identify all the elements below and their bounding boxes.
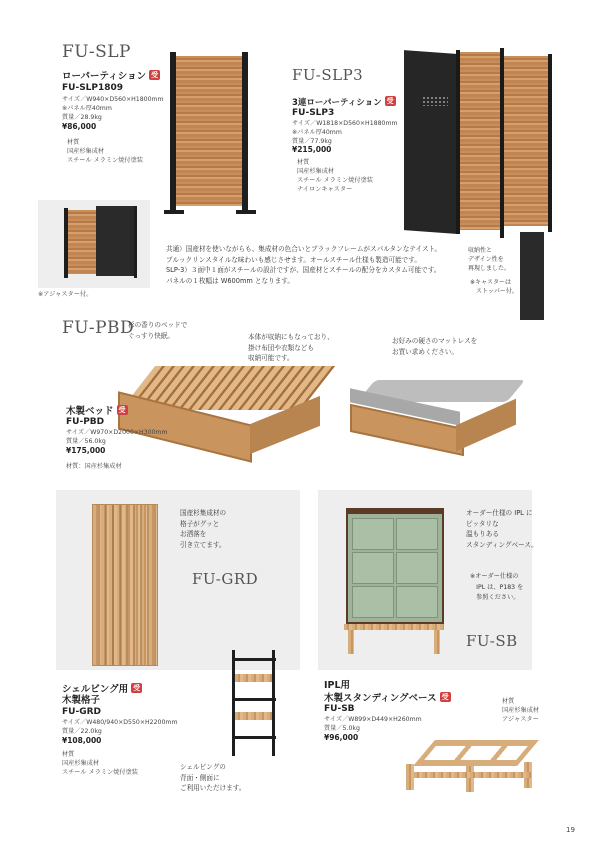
triple-partition-image: [404, 48, 554, 248]
product-price-pbd: ¥175,000: [66, 446, 106, 455]
made-to-order-badge: 受: [118, 406, 126, 414]
common-description: 共通）国産材を使いながらも、集成材の色合いとブラックフレームがスパルタンなテイスト。 ブルックリンスタイルな味わいも感じさせます。オールスチール仕様も製造可能です。 SLP-3）３面中１面がスチールの設計ですが、国産材とスチールの配分をカスタム可能です。 パネルの１枚幅は W600mm となります。: [166, 245, 442, 285]
series-title-sb: FU-SB: [466, 632, 518, 650]
feature-note-sb: オーダー仕様の IPL に ピッタリな 温もりある スタンディングベース。: [466, 509, 538, 549]
mattress-note-pbd: お好みの硬さのマットレスを お買い求めください。: [392, 337, 478, 356]
materials-grd: 材質 国産杉集成材 スチール メラミン焼付塗装: [62, 751, 138, 776]
product-price-sb: ¥96,000: [324, 733, 359, 742]
partition-side-image: [520, 232, 544, 320]
product-spec-grd: サイズ／W480/940×D550×H2200mm 質量／22.0kg: [62, 719, 178, 735]
product-spec-slp3: サイズ／W1818×D560×H1880mm ※パネル厚40mm 質量／77.9kg: [292, 120, 398, 145]
feature-note-grd: 国産杉集成材の 格子がグッと お洒落を 引き立てます。: [180, 509, 227, 549]
storage-note-slp3: 収納性と デザイン性を 再現しました。: [468, 247, 511, 272]
standing-base-image: [404, 734, 548, 794]
lattice-image: [92, 504, 158, 666]
product-code-sb: FU-SB: [324, 704, 355, 714]
series-title-grd: FU-GRD: [192, 570, 259, 588]
materials-sb: 材質 国産杉集成材 アジャスター: [502, 698, 540, 723]
product-name1-sb: IPL用: [324, 680, 351, 691]
bed-mattress-image: [356, 372, 526, 454]
materials-pbd: 材質：国産杉集成材: [66, 463, 122, 470]
made-to-order-badge: 受: [386, 97, 394, 105]
materials-slp3: 材質 国産杉集成材 スチール メラミン焼付塗装 ナイロンキャスター: [297, 159, 373, 193]
product-price-slp: ¥86,000: [62, 122, 97, 131]
product-spec-slp: サイズ／W940×D560×H1800mm ※パネル厚40mm 質量／28.9kg: [62, 96, 164, 121]
series-title-slp3: FU-SLP3: [292, 66, 364, 84]
series-title-pbd: FU-PBD: [62, 318, 135, 338]
order-note-sb: ※オーダー仕様の IPL は、P183 を 参照ください。: [470, 573, 524, 601]
partition-image: [164, 52, 256, 222]
product-code-grd: FU-GRD: [62, 707, 101, 717]
materials-slp: 材質 国産杉集成材 スチール メラミン焼付塗装: [67, 139, 143, 164]
product-spec-sb: サイズ／W899×D449×H260mm 質量／5.0kg: [324, 716, 422, 732]
product-name1-grd: シェルビング用 受: [62, 684, 141, 695]
made-to-order-badge: 受: [441, 693, 449, 701]
product-name2-grd: 木製格子: [62, 695, 101, 706]
shelving-image: [228, 650, 280, 758]
tagline-pbd: 杉の香りのベッドで ぐっすり快眠。: [128, 321, 188, 340]
partition-open-image: [38, 200, 150, 288]
product-code-slp: FU-SLP1809: [62, 83, 124, 93]
product-code-pbd: FU-PBD: [66, 417, 105, 427]
locker-image: [346, 508, 444, 624]
product-spec-pbd: サイズ／W970×D2000×H300mm 質量／56.0kg: [66, 429, 168, 445]
product-name-slp: ローパーティション 受: [62, 71, 159, 82]
standing-base-in-photo: [344, 624, 444, 654]
product-name2-sb: 木製スタンディングベース 受: [324, 693, 449, 704]
product-price-grd: ¥108,000: [62, 736, 102, 745]
made-to-order-badge: 受: [133, 684, 141, 692]
page-number: 19: [566, 826, 575, 834]
caster-note-slp3: ※キャスターは ストッパー付。: [470, 279, 518, 295]
product-price-slp3: ¥215,000: [292, 145, 332, 154]
product-code-slp3: FU-SLP3: [292, 108, 335, 118]
back-note-grd: シェルビングの 背面・側面に ご利用いただけます。: [180, 763, 246, 792]
series-title-slp: FU-SLP: [62, 42, 131, 62]
storage-note-pbd: 本体が収納にもなっており、 掛け布団や衣類なども 収納可能です。: [248, 333, 334, 362]
adjuster-note-slp: ※アジャスター付。: [38, 291, 93, 298]
product-name-slp3: 3連ローパーティション 受: [292, 97, 394, 108]
made-to-order-badge: 受: [151, 71, 159, 79]
product-name-pbd: 木製ベッド 受: [66, 406, 126, 417]
